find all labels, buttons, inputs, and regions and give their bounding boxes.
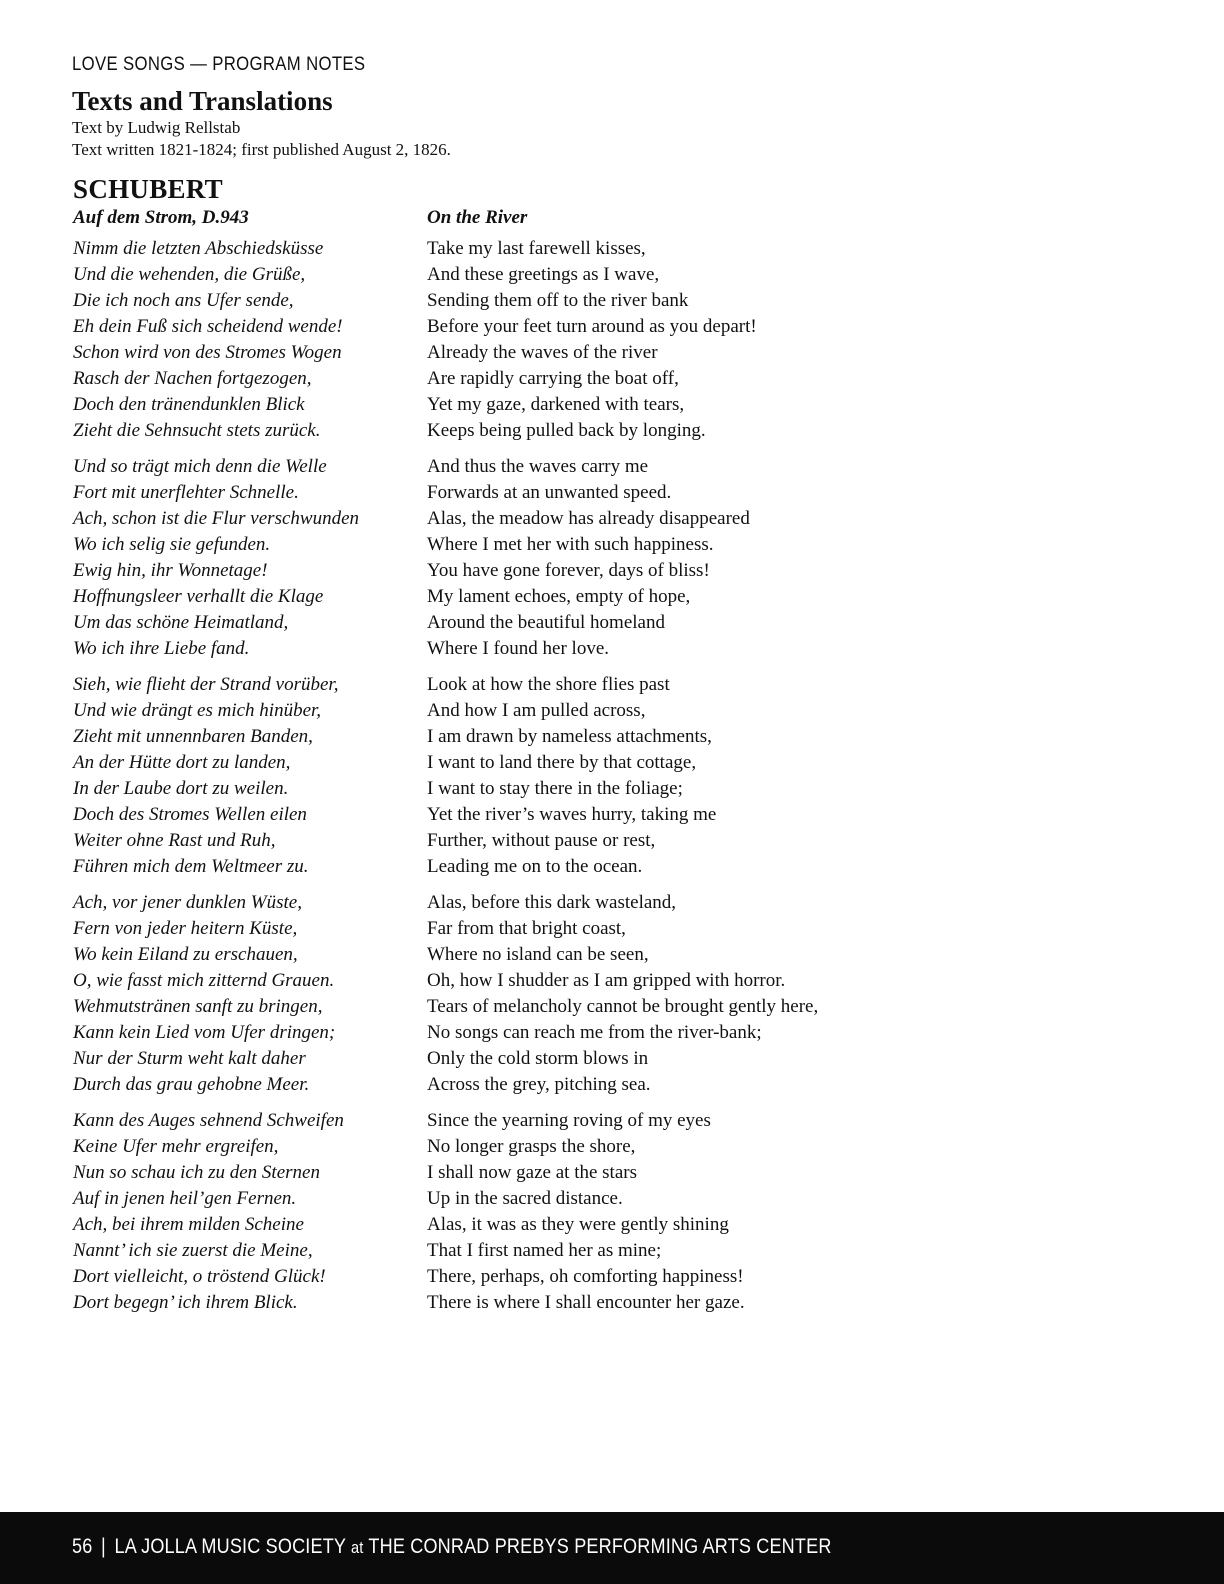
german-line: Doch des Stromes Wellen eilen bbox=[73, 804, 307, 825]
english-line: No songs can reach me from the river-bank; bbox=[427, 1022, 762, 1043]
german-line: Ewig hin, ihr Wonnetage! bbox=[73, 560, 268, 581]
date-line: Text written 1821-1824; first published August 2, 1826. bbox=[72, 140, 451, 159]
english-line: Yet the river’s waves hurry, taking me bbox=[427, 804, 717, 825]
english-line: Forwards at an unwanted speed. bbox=[427, 482, 672, 503]
german-line: Fort mit unerflehter Schnelle. bbox=[73, 482, 299, 503]
english-line: I want to land there by that cottage, bbox=[427, 752, 697, 773]
german-line: Ach, bei ihrem milden Scheine bbox=[73, 1214, 304, 1235]
german-line: Wo kein Eiland zu erschauen, bbox=[73, 944, 298, 965]
english-line: Leading me on to the ocean. bbox=[427, 856, 643, 877]
german-line: Führen mich dem Weltmeer zu. bbox=[73, 856, 309, 877]
english-line: Sending them off to the river bank bbox=[427, 290, 689, 311]
german-line: Fern von jeder heitern Küste, bbox=[73, 918, 298, 939]
english-song-title: On the River bbox=[427, 207, 528, 228]
english-line: Around the beautiful homeland bbox=[427, 612, 665, 633]
english-line: Far from that bright coast, bbox=[427, 918, 626, 939]
english-line: Already the waves of the river bbox=[427, 342, 658, 363]
german-line: Um das schöne Heimatland, bbox=[73, 612, 289, 633]
german-stanza bbox=[73, 890, 413, 1098]
german-line: Zieht mit unnennbaren Banden, bbox=[73, 726, 313, 747]
german-stanza bbox=[73, 1108, 413, 1316]
english-line: Only the cold storm blows in bbox=[427, 1048, 649, 1069]
german-line: Eh dein Fuß sich scheidend wende! bbox=[73, 316, 343, 337]
english-line: Alas, before this dark wasteland, bbox=[427, 892, 677, 913]
german-line: Keine Ufer mehr ergreifen, bbox=[73, 1136, 279, 1157]
german-stanza bbox=[73, 236, 413, 444]
footer-text bbox=[72, 1535, 832, 1559]
english-line: Yet my gaze, darkened with tears, bbox=[427, 394, 685, 415]
english-line: And thus the waves carry me bbox=[427, 456, 649, 477]
english-line: That I first named her as mine; bbox=[427, 1240, 662, 1261]
composer-heading: SCHUBERT bbox=[73, 174, 223, 204]
footer-venue: THE CONRAD PREBYS PERFORMING ARTS CENTER bbox=[368, 1535, 832, 1558]
german-line: Schon wird von des Stromes Wogen bbox=[73, 342, 342, 363]
english-stanza bbox=[427, 672, 887, 880]
german-line: Nur der Sturm weht kalt daher bbox=[73, 1048, 306, 1069]
german-line: Doch den tränendunklen Blick bbox=[73, 394, 305, 415]
german-line: Wo ich ihre Liebe fand. bbox=[73, 638, 250, 659]
german-line: Und wie drängt es mich hinüber, bbox=[73, 700, 322, 721]
german-line: Rasch der Nachen fortgezogen, bbox=[73, 368, 312, 389]
german-line: Zieht die Sehnsucht stets zurück. bbox=[73, 420, 321, 441]
english-line: Up in the sacred distance. bbox=[427, 1188, 623, 1209]
footer-separator: | bbox=[101, 1535, 106, 1558]
english-line: Where I met her with such happiness. bbox=[427, 534, 714, 555]
german-line: Und so trägt mich denn die Welle bbox=[73, 456, 327, 477]
german-song-title: Auf dem Strom, D.943 bbox=[73, 207, 249, 228]
english-line: And these greetings as I wave, bbox=[427, 264, 660, 285]
german-line: Nannt’ ich sie zuerst die Meine, bbox=[73, 1240, 313, 1261]
english-stanza bbox=[427, 1108, 887, 1316]
german-line: Ach, schon ist die Flur verschwunden bbox=[73, 508, 360, 529]
german-line: Dort vielleicht, o tröstend Glück! bbox=[73, 1266, 326, 1287]
english-stanza bbox=[427, 454, 887, 662]
english-line: You have gone forever, days of bliss! bbox=[427, 560, 710, 581]
running-head: LOVE SONGS — PROGRAM NOTES bbox=[72, 54, 366, 75]
page-number: 56 bbox=[72, 1535, 93, 1558]
german-line: Dort begegn’ ich ihrem Blick. bbox=[73, 1292, 298, 1313]
german-stanza bbox=[73, 454, 413, 662]
page-title: Texts and Translations bbox=[72, 86, 333, 116]
german-line: Nun so schau ich zu den Sternen bbox=[73, 1162, 320, 1183]
english-line: Keeps being pulled back by longing. bbox=[427, 420, 706, 441]
german-line: Auf in jenen heil’gen Fernen. bbox=[73, 1188, 297, 1209]
english-line: Are rapidly carrying the boat off, bbox=[427, 368, 679, 389]
english-stanza bbox=[427, 236, 887, 444]
english-line: Oh, how I shudder as I am gripped with horror. bbox=[427, 970, 786, 991]
german-line: Die ich noch ans Ufer sende, bbox=[73, 290, 294, 311]
german-line: Durch das grau gehobne Meer. bbox=[73, 1074, 310, 1095]
german-line: Nimm die letzten Abschiedsküsse bbox=[73, 238, 324, 259]
german-line: Wo ich selig sie gefunden. bbox=[73, 534, 271, 555]
english-line: Tears of melancholy cannot be brought gently here, bbox=[427, 996, 819, 1017]
english-line: Before your feet turn around as you depart! bbox=[427, 316, 757, 337]
german-line: Sieh, wie flieht der Strand vorüber, bbox=[73, 674, 339, 695]
english-line: Alas, it was as they were gently shining bbox=[427, 1214, 729, 1235]
german-text-column bbox=[73, 236, 413, 1326]
german-line: Kann des Auges sehnend Schweifen bbox=[73, 1110, 344, 1131]
english-line: I want to stay there in the foliage; bbox=[427, 778, 683, 799]
english-line: Look at how the shore flies past bbox=[427, 674, 670, 695]
german-line: O, wie fasst mich zitternd Grauen. bbox=[73, 970, 335, 991]
english-line: My lament echoes, empty of hope, bbox=[427, 586, 691, 607]
english-line: Where I found her love. bbox=[427, 638, 610, 659]
english-line: Take my last farewell kisses, bbox=[427, 238, 646, 259]
english-line: Further, without pause or rest, bbox=[427, 830, 656, 851]
german-line: Hoffnungsleer verhallt die Klage bbox=[73, 586, 324, 607]
footer-org: LA JOLLA MUSIC SOCIETY bbox=[114, 1535, 346, 1558]
english-stanza bbox=[427, 890, 887, 1098]
footer-bar bbox=[0, 1512, 1224, 1584]
german-stanza bbox=[73, 672, 413, 880]
english-line: And how I am pulled across, bbox=[427, 700, 646, 721]
german-line: Wehmutstränen sanft zu bringen, bbox=[73, 996, 323, 1017]
english-line: Where no island can be seen, bbox=[427, 944, 649, 965]
german-line: In der Laube dort zu weilen. bbox=[73, 778, 289, 799]
english-line: I am drawn by nameless attachments, bbox=[427, 726, 712, 747]
english-line: Alas, the meadow has already disappeared bbox=[427, 508, 750, 529]
german-line: Und die wehenden, die Grüße, bbox=[73, 264, 306, 285]
english-line: There is where I shall encounter her gaze. bbox=[427, 1292, 745, 1313]
english-line: Since the yearning roving of my eyes bbox=[427, 1110, 711, 1131]
english-line: No longer grasps the shore, bbox=[427, 1136, 636, 1157]
english-translation-column bbox=[427, 236, 887, 1326]
german-line: Kann kein Lied vom Ufer dringen; bbox=[73, 1022, 336, 1043]
footer-at: at bbox=[351, 1538, 364, 1557]
english-line: I shall now gaze at the stars bbox=[427, 1162, 637, 1183]
author-line: Text by Ludwig Rellstab bbox=[72, 118, 241, 137]
english-line: Across the grey, pitching sea. bbox=[427, 1074, 651, 1095]
english-line: There, perhaps, oh comforting happiness! bbox=[427, 1266, 744, 1287]
german-line: An der Hütte dort zu landen, bbox=[73, 752, 291, 773]
german-line: Weiter ohne Rast und Ruh, bbox=[73, 830, 276, 851]
german-line: Ach, vor jener dunklen Wüste, bbox=[73, 892, 302, 913]
